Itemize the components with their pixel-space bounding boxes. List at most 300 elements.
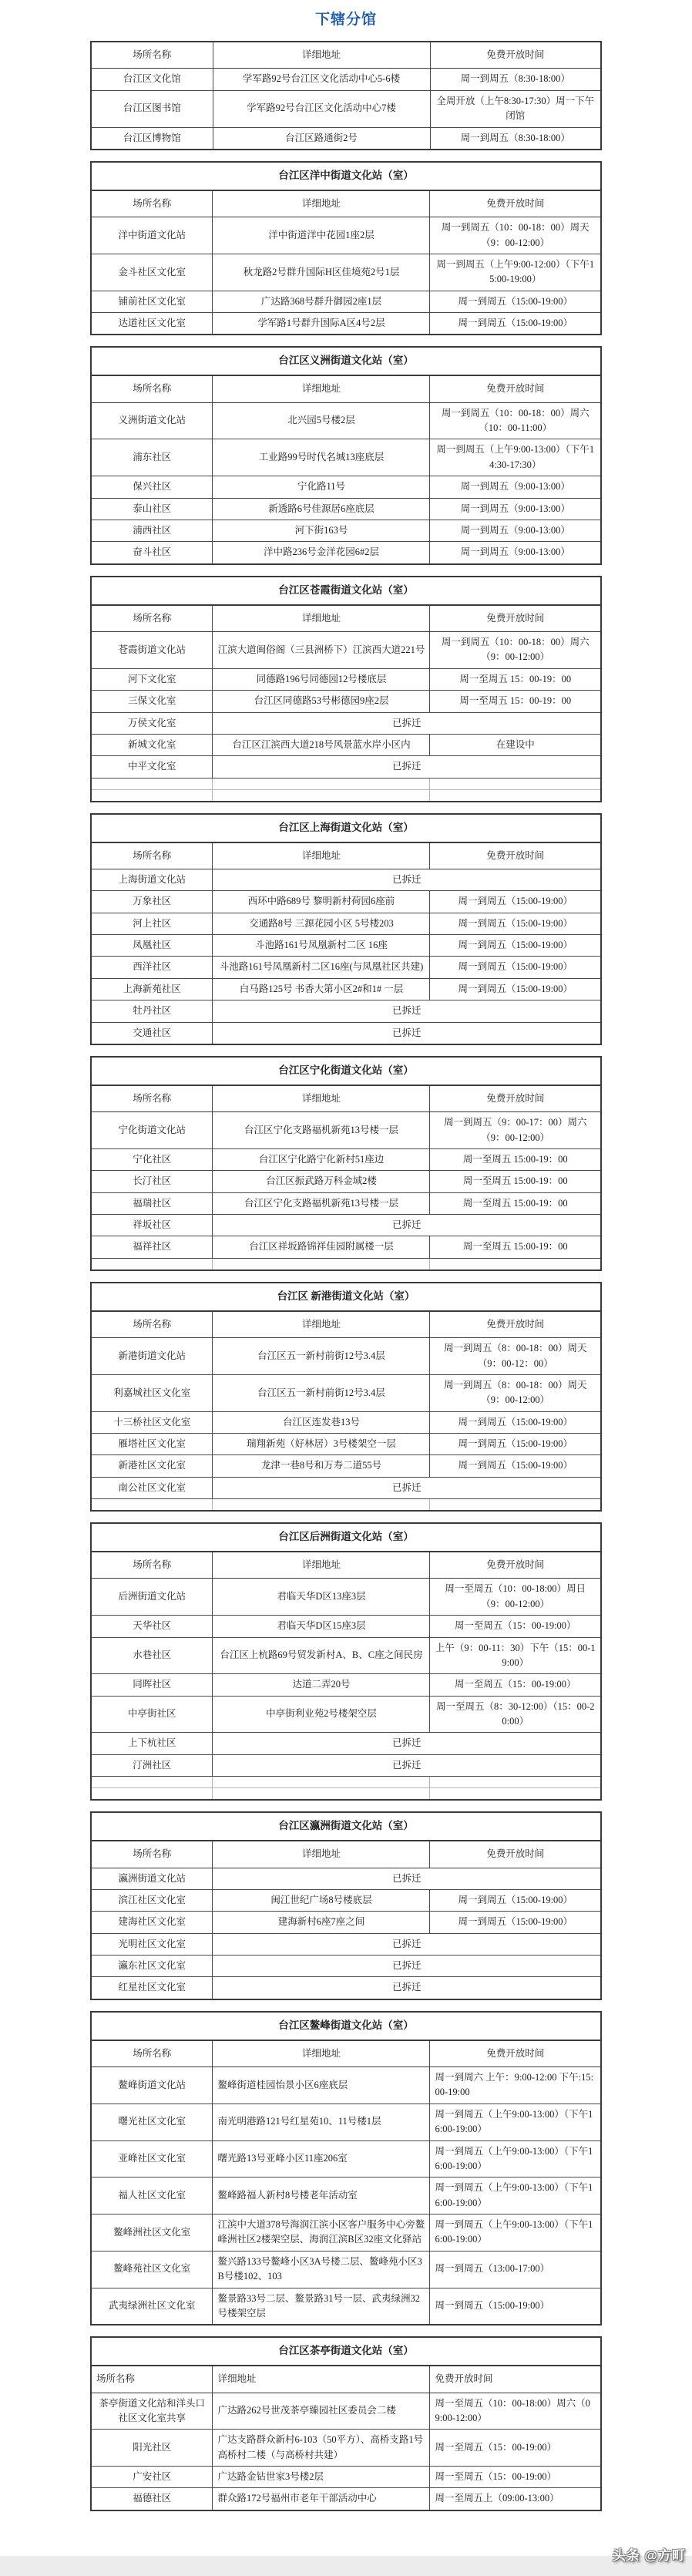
open-time-cell: 周一至周五（10：00-18:00）周六（09:00-12:00） [430,2393,601,2430]
venue-name-cell: 台江区文化馆 [91,69,213,90]
table-row [91,756,601,778]
table-row [91,2467,601,2488]
header-venue-name: 场所名称 [91,1841,213,1868]
table-row [91,1696,601,1733]
open-time-cell: 全周开放（上午8:30-17:30）周一下午闭馆 [430,90,601,127]
venue-name-cell: 鳌峰苑社区文化室 [91,2251,213,2288]
section-title-row [91,577,601,605]
venue-name-cell: 浦东社区 [91,439,213,476]
venue-name-cell: 鳌峰洲社区文化室 [91,2214,213,2251]
address-cell: 台江区路通街2号 [213,127,430,150]
venue-name-cell: 宁化社区 [91,1148,213,1170]
section-title: 台江区义洲街道文化站（室） [91,347,601,375]
section-title: 台江区鳌峰街道文化站（室） [91,2012,601,2040]
status-cell: 已拆迁 [213,869,601,890]
address-cell: 闽江世纪广场8号楼底层 [213,1889,430,1911]
open-time-cell: 周一到周五（15:00-19:00） [430,978,601,1000]
branch-table [90,41,602,150]
article-page [0,8,692,2563]
table-header-row [91,2366,601,2393]
address-cell: 群众路172号福州市老年干部活动中心 [213,2488,430,2510]
table-row [91,1192,601,1214]
header-address: 详细地址 [213,1552,430,1579]
open-time-cell: 周一至周五（15：00-19:00） [430,1616,601,1637]
table-row [91,313,601,335]
table-row [91,2067,601,2104]
address-cell: 龙津一巷8号和万寿二道55号 [213,1455,430,1477]
empty-cell [213,1499,430,1512]
header-open-time: 免费开放时间 [430,1311,601,1338]
open-time-cell: 周一至周五（8：30-12:00）（15：00-20:00） [430,1696,601,1733]
table-row [91,1674,601,1696]
header-open-time: 免费开放时间 [430,42,601,69]
header-address: 详细地址 [213,375,430,402]
open-time-cell: 周一到周五（15:00-19:00） [430,313,601,335]
open-time-cell: 周一到周五（上午9:00-13:00）（下午16:00-19:00） [430,2104,601,2141]
empty-filler-row [91,1258,601,1270]
table-header-row [91,842,601,869]
table-row [91,2488,601,2510]
venue-name-cell: 福德社区 [91,2488,213,2510]
address-cell: 君临天华D区15座3层 [213,1616,430,1637]
empty-cell [430,778,601,789]
venue-name-cell: 交通社区 [91,1022,213,1044]
open-time-cell: 周一至周五 15:00-19：00 [430,1192,601,1214]
empty-cell [430,789,601,802]
open-time-cell: 周一到周五（8:30-18:00） [430,127,601,150]
venue-name-cell: 福人社区文化室 [91,2177,213,2214]
table-header-row [91,1552,601,1579]
empty-filler-row [91,1788,601,1801]
table-row [91,632,601,669]
open-time-cell: 周一至周五 15：00-19：00 [430,691,601,712]
address-cell: 台江区连发巷13号 [213,1411,430,1433]
venue-name-cell: 新城文化室 [91,734,213,755]
venue-name-cell: 中亭街社区 [91,1696,213,1733]
table-row [91,439,601,476]
venue-name-cell: 光明社区文化室 [91,1933,213,1955]
open-time-cell: 周一到周五（15:00-19:00） [430,935,601,957]
table-header-row [91,2040,601,2067]
venue-name-cell: 金斗社区文化室 [91,254,213,291]
address-cell: 洋中路236号金洋花园6#2层 [213,542,430,564]
venue-name-cell: 利嘉城社区文化室 [91,1374,213,1411]
header-venue-name: 场所名称 [91,1311,213,1338]
table-row [91,1889,601,1911]
venue-name-cell: 台江区博物馆 [91,127,213,150]
table-row [91,1956,601,1977]
open-time-cell: 周一到周五（8：00-18：00）周天（9：00-12:00） [430,1374,601,1411]
section-title-row [91,1812,601,1841]
empty-cell [91,1788,213,1801]
table-row [91,1215,601,1236]
open-time-cell: 周一到周五（15:00-19:00） [430,891,601,913]
header-venue-name: 场所名称 [91,375,213,402]
venue-name-cell: 阳光社区 [91,2430,213,2467]
open-time-cell: 周一到周五（上午9:00-13:00）（下午16:00-19:00） [430,2214,601,2251]
table-row [91,869,601,890]
table-row [91,1579,601,1616]
address-cell: 台江区同德路53号彬德园9座2层 [213,691,430,712]
address-cell: 北兴园5号楼2层 [213,402,430,439]
empty-filler-row [91,1777,601,1788]
table-row [91,891,601,913]
venue-name-cell: 三保文化室 [91,691,213,712]
section-title: 台江区苍霞街道文化站（室） [91,577,601,605]
status-cell: 已拆迁 [213,1754,601,1776]
open-time-cell: 周一至周五 15:00-19：00 [430,1148,601,1170]
open-time-cell: 周一到周五（9:00-13:00） [430,542,601,564]
open-time-cell: 周一到周五（15:00-19:00） [430,1455,601,1477]
open-time-cell: 周一至周五 15:00-19：00 [430,1171,601,1192]
venue-name-cell: 长汀社区 [91,1171,213,1192]
empty-filler-row [91,778,601,789]
venue-name-cell: 洋中街道文化站 [91,217,213,254]
header-venue-name: 场所名称 [91,2040,213,2067]
table-row [91,402,601,439]
table-row [91,542,601,564]
table-row [91,2141,601,2177]
open-time-cell: 周一到周五（8:30-18:00） [430,69,601,90]
venue-name-cell: 汀洲社区 [91,1754,213,1776]
venue-name-cell: 瀛东社区文化室 [91,1956,213,1977]
address-cell: 广达路262号世茂茶亭臻园社区委员会二楼 [213,2393,430,2430]
venue-name-cell: 浦西社区 [91,520,213,541]
empty-cell [430,1258,601,1270]
header-address: 详细地址 [213,2366,430,2393]
address-cell: 台江区五一新村前街12号3.4层 [213,1374,430,1411]
open-time-cell: 上午（9：00-11：30）下午（15：00-19:00） [430,1637,601,1674]
header-address: 详细地址 [213,1085,430,1112]
page-title: 下辖分馆 [314,12,377,28]
address-cell: 学军路92号台江区文化活动中心7楼 [213,90,430,127]
venue-name-cell: 茶亭街道文化站和洋头口社区文化室共享 [91,2393,213,2430]
open-time-cell: 周一到周五（8：00-18：00）周天（9：00-12：00） [430,1338,601,1375]
venue-name-cell: 义洲街道文化站 [91,402,213,439]
open-time-cell: 周一到周五（15:00-19:00） [430,957,601,978]
address-cell: 瑞翔新苑（好林居）3号楼架空一层 [213,1434,430,1455]
header-open-time: 免费开放时间 [430,2040,601,2067]
table-row [91,712,601,734]
empty-cell [91,778,213,789]
status-cell: 已拆迁 [213,1215,601,1236]
venue-name-cell: 泰山社区 [91,498,213,520]
venue-name-cell: 滨江社区文化室 [91,1889,213,1911]
table-header-row [91,1085,601,1112]
table-header-row [91,1841,601,1868]
open-time-cell: 周一到周五（9:00-13:00） [430,498,601,520]
venue-name-cell: 天华社区 [91,1616,213,1637]
venue-name-cell: 河下文化室 [91,668,213,690]
venue-name-cell: 建海社区文化室 [91,1912,213,1933]
section-title-row [91,347,601,375]
address-cell: 西环中路689号 黎明新村荷园6座前 [213,891,430,913]
address-cell: 台江区江滨西大道218号风景蓝水岸小区内 [213,734,430,755]
venue-name-cell: 广安社区 [91,2467,213,2488]
branch-table [90,2011,602,2326]
open-time-cell: 周一到周五（15:00-19:00） [430,2288,601,2325]
open-time-cell: 周一至周五 15:00-19：00 [430,1236,601,1258]
venue-name-cell: 凤凰社区 [91,935,213,957]
venue-name-cell: 南公社区文化室 [91,1477,213,1498]
address-cell: 江滨中大道378号海润江滨小区客户服务中心旁鳌峰洲社区2楼架空层、海润江滨B区32座文化驿站 [213,2214,430,2251]
address-cell: 同德路196号同德园12号楼底层 [213,668,430,690]
section-title-row [91,1523,601,1552]
venue-name-cell: 曙光社区文化室 [91,2104,213,2141]
venue-name-cell: 同晖社区 [91,1674,213,1696]
address-cell: 台江区上杭路69号贸发新村A、B、C座之间民房 [213,1637,430,1674]
venue-name-cell: 十三桥社区文化室 [91,1411,213,1433]
header-venue-name: 场所名称 [91,605,213,632]
table-row [91,291,601,312]
header-address: 详细地址 [213,190,430,217]
table-row [91,69,601,90]
section-title-row [91,1283,601,1311]
section-title-row [91,2012,601,2040]
venue-name-cell: 上海街道文化站 [91,869,213,890]
address-cell: 学军路92号台江区文化活动中心5-6楼 [213,69,430,90]
table-row [91,1236,601,1258]
table-row [91,2104,601,2141]
table-row [91,90,601,127]
table-row [91,2177,601,2214]
branch-table [90,1811,602,2000]
open-time-cell: 周一到周五（15:00-19:00） [430,1912,601,1933]
venue-name-cell: 上海新苑社区 [91,978,213,1000]
venue-name-cell: 新港社区文化室 [91,1455,213,1477]
address-cell: 河下街163号 [213,520,430,541]
open-time-cell: 周一到周五（10：00-18：00）周六（10：00-11:00） [430,402,601,439]
venue-name-cell: 福祥社区 [91,1236,213,1258]
address-cell: 学军路1号群升国际A区4号2层 [213,313,430,335]
section-title: 台江区上海街道文化站（室） [91,814,601,842]
section-title: 台江区后洲街道文化站（室） [91,1523,601,1552]
table-row [91,668,601,690]
table-row [91,1374,601,1411]
header-venue-name: 场所名称 [91,190,213,217]
table-row [91,1912,601,1933]
address-cell: 斗池路161号凤凰新村二区16座(与凤凰社区共建) [213,957,430,978]
venue-name-cell: 台江区图书馆 [91,90,213,127]
branch-table [90,1282,602,1512]
address-cell: 台江区五一新村前街12号3.4层 [213,1338,430,1375]
venue-name-cell: 新港街道文化站 [91,1338,213,1375]
address-cell: 宁化路11号 [213,476,430,498]
empty-cell [430,1777,601,1788]
header-open-time: 免费开放时间 [430,842,601,869]
address-cell: 台江区宁化路宁化新村51座边 [213,1148,430,1170]
section-title: 台江区宁化街道文化站（室） [91,1057,601,1085]
status-cell: 已拆迁 [213,756,601,778]
header-open-time: 免费开放时间 [430,2366,601,2393]
table-row [91,1000,601,1022]
status-cell: 已拆迁 [213,1022,601,1044]
table-row [91,217,601,254]
venue-name-cell: 万侯文化室 [91,712,213,734]
venue-name-cell: 河上社区 [91,913,213,934]
address-cell: 鳌峰街道桂园怡景小区6座底层 [213,2067,430,2104]
header-address: 详细地址 [213,1311,430,1338]
status-cell: 已拆迁 [213,1477,601,1498]
table-row [91,1733,601,1754]
open-time-cell: 周一至周五 15：00-19：00 [430,668,601,690]
open-time-cell: 周一至周五上（09:00-13:00） [430,2488,601,2510]
table-row [91,1434,601,1455]
open-time-cell: 周一到周五（10：00-18：00）周六（9：00-12:00） [430,632,601,669]
open-time-cell: 周一到周五（10：00-18：00）周天（9：00-12:00） [430,217,601,254]
table-row [91,1338,601,1375]
empty-cell [213,1788,430,1801]
open-time-cell: 周一到周五（9:00-13:00） [430,476,601,498]
open-time-cell: 周一到周五（上午9:00-13:00）（下午14:30-17:30） [430,439,601,476]
address-cell: 中亭街利业苑2号楼架空层 [213,1696,430,1733]
header-venue-name: 场所名称 [91,2366,213,2393]
status-cell: 已拆迁 [213,1868,601,1889]
section-title: 台江区洋中街道文化站（室） [91,162,601,190]
table-row [91,1171,601,1192]
address-cell: 鳌兴路133号鳌峰小区3A号楼二层、鳌峰苑小区3B号楼102、103 [213,2251,430,2288]
open-time-cell: 周一到周五（上午9:00-12:00）（下午15:00-19:00） [430,254,601,291]
venue-name-cell: 牡丹社区 [91,1000,213,1022]
empty-cell [91,1499,213,1512]
address-cell: 君临天华D区13座3层 [213,1579,430,1616]
header-open-time: 免费开放时间 [430,1085,601,1112]
open-time-cell: 周一到周五（15:00-19:00） [430,1434,601,1455]
address-cell: 南光明港路121号红星苑10、11号楼1层 [213,2104,430,2141]
table-row [91,691,601,712]
table-row [91,1933,601,1955]
table-row [91,913,601,934]
open-time-cell: 周一到周五（15:00-19:00） [430,1411,601,1433]
table-row [91,476,601,498]
branch-table [90,2336,602,2511]
branch-table [90,161,602,336]
table-row [91,1477,601,1498]
table-header-row [91,190,601,217]
table-row [91,254,601,291]
table-row [91,2288,601,2325]
open-time-cell: 周一到周五（上午9:00-13:00）（下午16:00-19:00） [430,2141,601,2177]
status-cell: 已拆迁 [213,1977,601,1999]
venue-name-cell: 万象社区 [91,891,213,913]
header-address: 详细地址 [213,2040,430,2067]
address-cell: 广达支路群众新村6-103（50平方）、高桥支路1号高桥村二楼（与高桥村共建） [213,2430,430,2467]
table-row [91,1455,601,1477]
header-open-time: 免费开放时间 [430,190,601,217]
header-venue-name: 场所名称 [91,842,213,869]
address-cell: 鳌峰路福人新村8号楼老年活动室 [213,2177,430,2214]
empty-cell [213,789,430,802]
open-time-cell: 周一到周五（9：00-17：00）周六（9：00-12:00） [430,1112,601,1149]
header-address: 详细地址 [213,1841,430,1868]
section-title: 台江区 新港街道文化站（室） [91,1283,601,1311]
venue-name-cell: 奋斗社区 [91,542,213,564]
section-title-row [91,1057,601,1085]
header-open-time: 免费开放时间 [430,1552,601,1579]
table-row [91,1022,601,1044]
empty-filler-row [91,789,601,802]
empty-cell [430,1788,601,1801]
address-cell: 交通路8号 三源花园小区 5号楼203 [213,913,430,934]
address-cell: 工业路99号时代名城13座底层 [213,439,430,476]
empty-cell [91,1258,213,1270]
section-title: 台江区茶亭街道文化站（室） [91,2337,601,2366]
address-cell: 洋中街道洋中花园1座2层 [213,217,430,254]
table-header-row [91,1311,601,1338]
status-cell: 已拆迁 [213,712,601,734]
table-row [91,2251,601,2288]
open-time-cell: 周一到周五（上午9:00-13:00）（下午16:00-19:00） [430,2177,601,2214]
address-cell: 江滨大道闽俗阁（三县洲桥下）江滨西大道221号 [213,632,430,669]
address-cell: 白马路125号 书香大第小区2#和1# 一层 [213,978,430,1000]
open-time-cell: 在建设中 [430,734,601,755]
venue-name-cell: 后洲街道文化站 [91,1579,213,1616]
section-title-row [91,162,601,190]
table-row [91,734,601,755]
venue-name-cell: 上下杭社区 [91,1733,213,1754]
section-title-row [91,2337,601,2366]
watermark: 头条 @方町 [612,2547,686,2563]
venue-name-cell: 苍霞街道文化站 [91,632,213,669]
address-cell: 鳌景路33号二层、鳌景路31号一层、武夷绿洲32号楼架空层 [213,2288,430,2325]
open-time-cell: 周一至周五（15：00-19:00） [430,2467,601,2488]
header-open-time: 免费开放时间 [430,605,601,632]
address-cell: 斗池路161号凤凰新村二区 16座 [213,935,430,957]
open-time-cell: 周一至周五（15：00-19:00） [430,2430,601,2467]
venue-name-cell: 宁化街道文化站 [91,1112,213,1149]
branch-table [90,576,602,802]
status-cell: 已拆迁 [213,1933,601,1955]
header-address: 详细地址 [213,605,430,632]
empty-cell [213,1777,430,1788]
header-open-time: 免费开放时间 [430,375,601,402]
address-cell: 达道二弄20号 [213,1674,430,1696]
address-cell: 秋龙路2号群升国际H区佳境苑2号1层 [213,254,430,291]
venue-name-cell: 保兴社区 [91,476,213,498]
branch-tables-container [0,41,692,2511]
table-row [91,1637,601,1674]
branch-table [90,1522,602,1801]
venue-name-cell: 祥坂社区 [91,1215,213,1236]
address-cell: 台江区宁化支路福机新苑13号楼一层 [213,1192,430,1214]
table-row [91,957,601,978]
empty-filler-row [91,1499,601,1512]
venue-name-cell: 铺前社区文化室 [91,291,213,312]
status-cell: 已拆迁 [213,1733,601,1754]
address-cell: 曙光路13号亚峰小区11座206室 [213,2141,430,2177]
empty-cell [91,789,213,802]
open-time-cell: 周一到周五（15:00-19:00） [430,291,601,312]
table-row [91,1868,601,1889]
venue-name-cell: 武夷绿洲社区文化室 [91,2288,213,2325]
table-row [91,978,601,1000]
table-row [91,2430,601,2467]
venue-name-cell: 达道社区文化室 [91,313,213,335]
venue-name-cell: 红星社区文化室 [91,1977,213,1999]
header-address: 详细地址 [213,842,430,869]
status-cell: 已拆迁 [213,1000,601,1022]
table-row [91,1148,601,1170]
section-title: 台江区瀛洲街道文化站（室） [91,1812,601,1841]
venue-name-cell: 中平文化室 [91,756,213,778]
table-row [91,127,601,150]
venue-name-cell: 瀛洲街道文化站 [91,1868,213,1889]
address-cell: 广达路368号群升御园2座1层 [213,291,430,312]
header-venue-name: 场所名称 [91,1085,213,1112]
header-address: 详细地址 [213,42,430,69]
branch-table [90,1056,602,1271]
table-row [91,1977,601,1999]
